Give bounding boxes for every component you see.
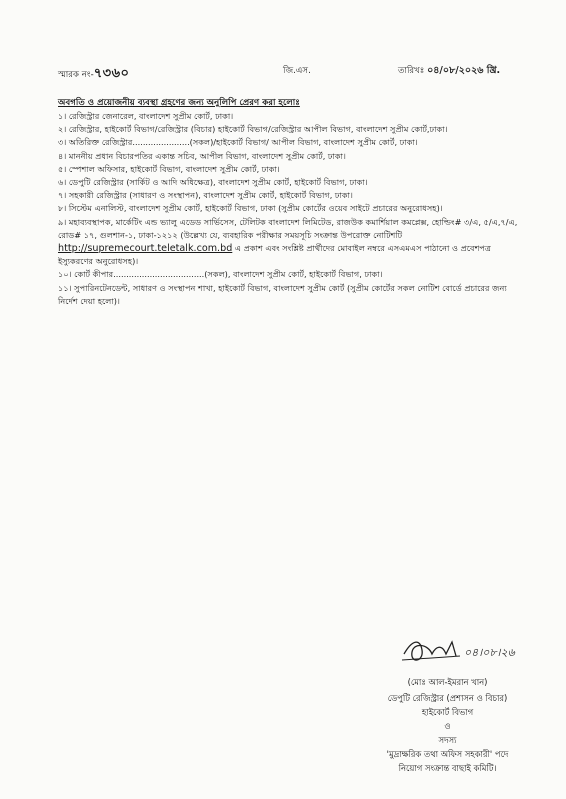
list-item: ৩। অতিরিক্ত রেজিস্ট্রার......................(সকল)/হাইকোর্ট বিভাগ/ আপীল বিভাগ, বাংলাদেশ সুপ্রীম কোর্ট, ঢাকা।: [58, 137, 418, 148]
list-item: ৮। সিস্টেম এনালিস্ট, বাংলাদেশ সুপ্রীম কোর্ট, হাইকোর্ট বিভাগ, ঢাকা (সুপ্রীম কোর্টের ওয়েব সাইটে প্রচারের অনুরোধসহ)।: [58, 203, 443, 214]
list-item: ১। রেজিস্ট্রার জেনারেল, বাংলাদেশ সুপ্রীম কোর্ট, ঢাকা।: [58, 111, 234, 121]
list-item: ২। রেজিস্ট্রার, হাইকোর্ট বিভাগ/রেজিস্ট্রার (বিচার) হাইকোর্ট বিভাগ/রেজিস্ট্রার আপীল বিভাগ, বাংলাদেশ সুপ্রীম কোর্ট,ঢাকা।: [58, 124, 448, 135]
list-item-teletalk: [58, 216, 523, 269]
signatory-member: সদস্য: [438, 735, 457, 745]
teletalk-link[interactable]: http://supremecourt.teletalk.com.bd: [58, 243, 233, 255]
memo-ref-label: স্মারক নং-: [58, 70, 94, 80]
memo-reference: [58, 64, 130, 85]
signatory-and: ও: [444, 721, 451, 731]
date-value: ০৪/০৮/২০২৬ খ্রি.: [427, 65, 501, 76]
signature-date: ০৪।০৮।২৬: [464, 646, 515, 659]
distribution-list: [58, 110, 523, 308]
teletalk-text: ৯। মহাব্যবস্থাপক, মার্কেটিং এন্ড ভ্যালু এডেড সার্ভিসেস, টেলিটক বাংলাদেশ লিমিটেড, রাজউক কমার্শিয়াল কমপ্লেক্স, হোল্ডিং# ৩/এ, ৫/এ,৭/এ, রোড# ১৭, গুলশান-১, ঢাকা-১২১২ (উল্লেখ্য যে, ব্যবহারিক পরীক্ষার সময়সূচি সংক্রান্ত উপরোক্ত নোটিশটি: [58, 216, 518, 240]
list-item: ৭। সহকারী রেজিস্ট্রার (সাধারণ ও সংস্থাপন), বাংলাদেশ সুপ্রীম কোর্ট, হাইকোর্ট বিভাগ, ঢাকা।: [58, 190, 353, 201]
list-item: ৬। ডেপুটি রেজিস্ট্রার (সার্কিট ও আদি অধিক্ষেত্র), বাংলাদেশ সুপ্রীম কোর্ট, হাইকোর্ট বিভাগ, ঢাকা।: [58, 177, 368, 188]
handwritten-signature: [398, 632, 528, 672]
signature-block: [360, 675, 535, 775]
list-item: ৪। মাননীয় প্রধান বিচারপতির একান্ত সচিব, আপীল বিভাগ, বাংলাদেশ সুপ্রীম কোর্ট, ঢাকা।: [58, 150, 346, 161]
memo-date: [398, 64, 500, 79]
list-item: ১১। সুপারিনটেনডেন্ট, সাধারণ ও সংস্থাপন শাখা, হাইকোর্ট বিভাগ, বাংলাদেশ সুপ্রীম কোর্ট (সুপ্রীম কোর্টের সকল নোটিশ বোর্ডে প্রচারের জন্য নির্দেশ দেয়া হলো)।: [58, 282, 507, 306]
signatory-designation: ডেপুটি রেজিস্ট্রার (প্রশাসন ও বিচার): [387, 693, 508, 703]
list-item: ৫। স্পেশাল অফিসার, হাইকোর্ট বিভাগ, বাংলাদেশ সুপ্রীম কোর্ট, ঢাকা।: [58, 163, 280, 174]
list-item: ১০। কোর্ট কীপার...................................(সকল), বাংলাদেশ সুপ্রীম কোর্ট, হাইকোর্ট বিভাগ, ঢাকা।: [58, 269, 383, 280]
committee-name: নিয়োগ সংক্রান্ত বাছাই কমিটি।: [398, 763, 497, 773]
committee-post: 'মুদ্রাক্ষরিক তথা অফিস সহকারী' পদে: [386, 749, 509, 759]
date-label: তারিখঃ: [398, 66, 425, 76]
teletalk-tail: এ প্রকাশ এবং সংশ্লিষ্ট প্রার্থীদের মোবাইল নম্বরে এসএমএস পাঠানো ও প্রবেশপত্র ইস্যুকরণের অনুরোধসহ)।: [58, 243, 491, 267]
distribution-heading: অবগতি ও প্রয়োজনীয় ব্যবস্থা গ্রহণের জন্য অনুলিপি প্রেরণ করা হলোঃ: [58, 98, 300, 108]
section-code: জি.এস.: [283, 66, 311, 76]
signatory-division: হাইকোর্ট বিভাগ: [421, 707, 474, 717]
signatory-name: (মোঃ আল-ইমরান খান): [407, 677, 488, 687]
memo-ref-number: ৭৩৬০: [93, 66, 130, 81]
